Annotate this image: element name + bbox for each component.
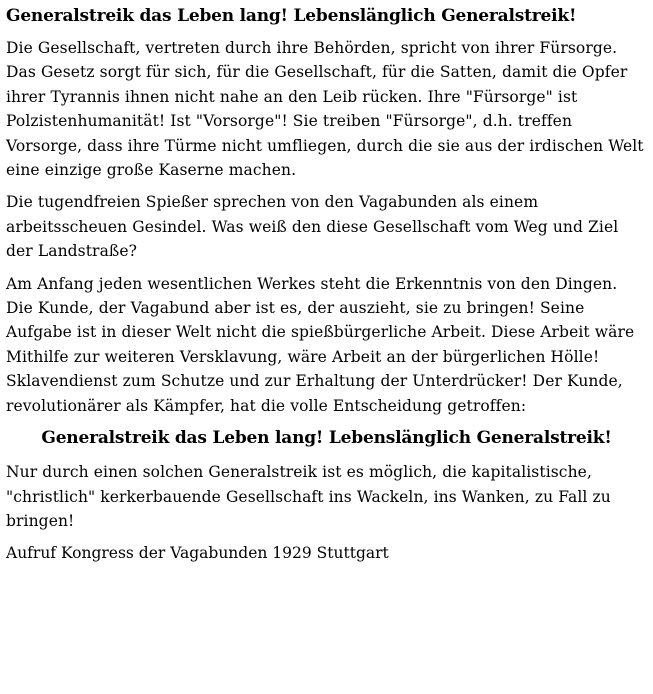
document-title: Generalstreik das Leben lang! Lebenslänglich Generalstreik! xyxy=(6,6,577,26)
paragraph-fuersorge: Die Gesellschaft, vertreten durch ihre Behörden, spricht von ihrer Fürsorge. Das Gesetz sorgt für sich, für die Gesellschaft, für die Satten, damit die Opfer ihrer Tyrannis ihnen nicht nahe an den Leib rücken. Ihre "Fürsorge" ist Polzistenhumanität! Ist "Vorsorge"! Sie treiben "Fürsorge", d.h. treffen Vorsorge, dass ihre Türme nicht umfliegen, durch die sie aus der irdischen Welt eine einzige große Kaserne machen. xyxy=(6,39,644,180)
signature-line: Aufruf Kongress der Vagabunden 1929 Stuttgart xyxy=(6,544,389,563)
paragraph-anfang: Am Anfang jeden wesentlichen Werkes steht die Erkenntnis von den Dingen. Die Kunde, der Vagabund aber ist es, der auszieht, sie zu bringen! Seine Aufgabe ist in dieser Welt nicht die spießbürgerliche Arbeit. Diese Arbeit wäre Mithilfe zur weiteren Versklavung, wäre Arbeit an der bürgerlichen Hölle! Sklavendienst zum Schutze und zur Erhaltung der Unterdrücker! Der Kunde, revolutionärer als Kämpfer, hat die volle Entscheidung getroffen: xyxy=(6,274,635,415)
paragraph-spiesser: Die tugendfreien Spießer sprechen von den Vagabunden als einem arbeitsscheuen Gesindel. Was weiß den diese Gesellschaft vom Weg und Ziel der Landstraße? xyxy=(6,193,619,261)
centered-slogan: Generalstreik das Leben lang! Lebenslänglich Generalstreik! xyxy=(41,428,612,449)
paragraph-closing: Nur durch einen solchen Generalstreik ist es möglich, die kapitalistische, "christlich" kerkerbauende Gesellschaft ins Wackeln, ins Wanken, zu Fall zu bringen! xyxy=(6,463,611,530)
